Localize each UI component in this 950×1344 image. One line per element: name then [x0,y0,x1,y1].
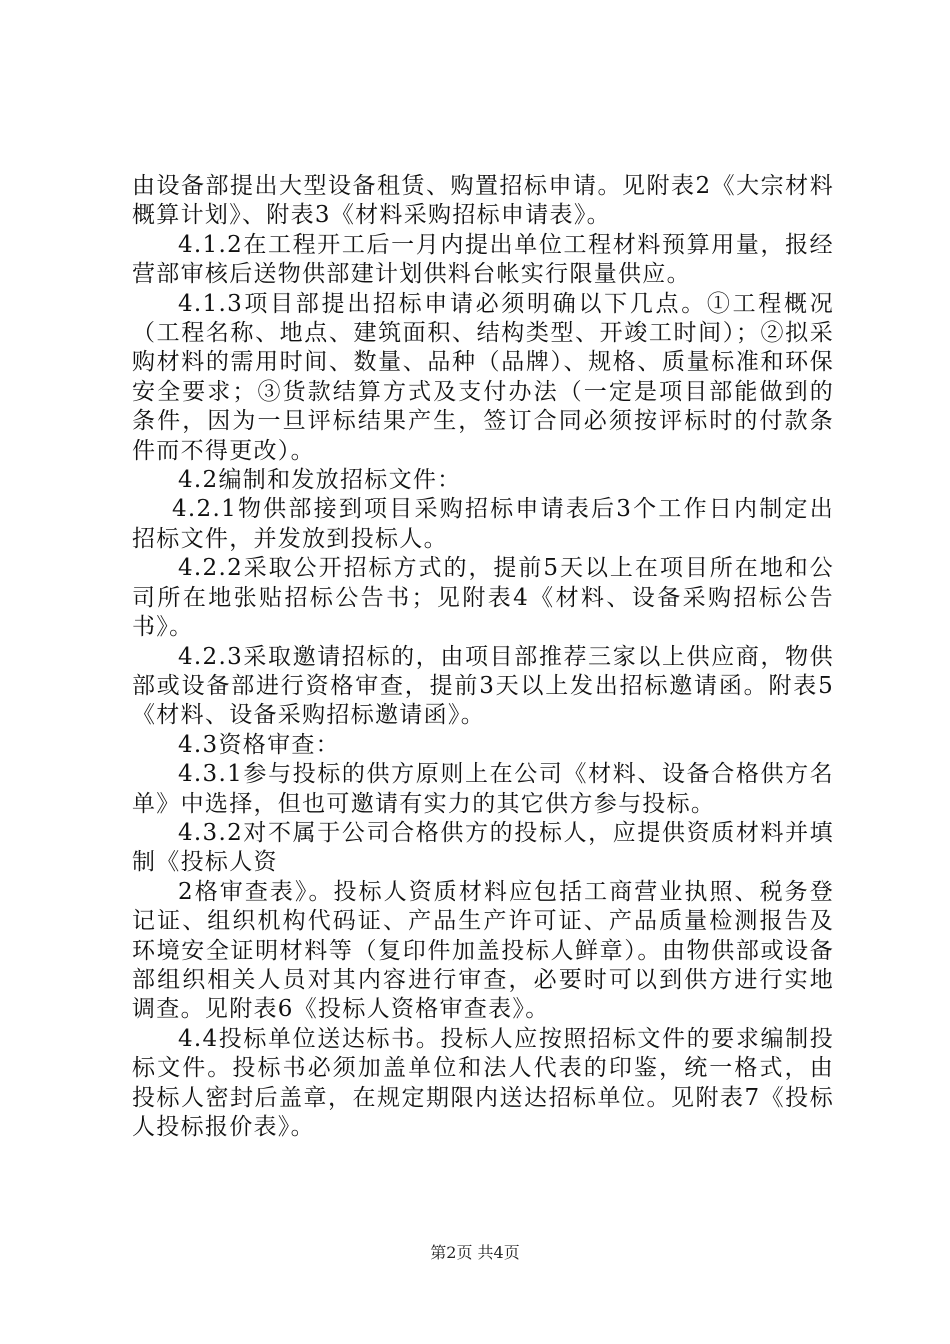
paragraph-4-1-3: 4.1.3项目部提出招标申请必须明确以下几点。①工程概况（工程名称、地点、建筑面积、结构类型、开竣工时间）；②拟采购材料的需用时间、数量、品种（品牌）、规格、质量标准和环保安全要求；③货款结算方式及支付办法（一定是项目部能做到的条件，因为一旦评标结果产生，签订合同必须按评标时的付款条件而不得更改）。 [132,290,834,464]
paragraph-continuation: 由设备部提出大型设备租赁、购置招标申请。见附表2《大宗材料概算计划》、附表3《材料采购招标申请表》。 [132,173,834,229]
page-footer: 第2页 共4页 [430,1243,520,1262]
paragraph-4-3-2: 4.3.2对不属于公司合格供方的投标人，应提供资质材料并填制《投标人资 [132,819,834,876]
heading-4-3: 4.3资格审查： [178,731,340,758]
paragraph-4-3-2-continued: 2格审查表》。投标人资质材料应包括工商营业执照、税务登记证、组织机构代码证、产品生产许可证、产品质量检测报告及环境安全证明材料等（复印件加盖投标人鲜章）。由物供部或设备部组织相关人员对其内容进行审查，必要时可以到供方进行实地调查。见附表6《投标人资格审查表》。 [132,878,834,1023]
paragraph-4-1-2: 4.1.2在工程开工后一月内提出单位工程材料预算用量，报经营部审核后送物供部建计划供料台帐实行限量供应。 [132,231,834,288]
document-body [132,172,834,1142]
paragraph-4-3-1: 4.3.1参与投标的供方原则上在公司《材料、设备合格供方名单》中选择，但也可邀请有实力的其它供方参与投标。 [132,761,834,817]
paragraph-4-2-1: 4.2.1物供部接到项目采购招标申请表后3个工作日内制定出招标文件，并发放到投标人。 [132,496,834,552]
paragraph-4-4: 4.4投标单位送达标书。投标人应按照招标文件的要求编制投标文件。投标书必须加盖单位和法人代表的印鉴，统一格式，由投标人密封后盖章，在规定期限内送达招标单位。见附表7《投标人投标报价表》。 [132,1025,834,1140]
paragraph-4-2-2: 4.2.2采取公开招标方式的，提前5天以上在项目所在地和公司所在地张贴招标公告书；见附表4《材料、设备采购招标公告书》。 [132,555,834,641]
paragraph-4-2-3: 4.2.3采取邀请招标的，由项目部推荐三家以上供应商，物供部或设备部进行资格审查，提前3天以上发出招标邀请函。附表5《材料、设备采购招标邀请函》。 [132,643,834,729]
heading-4-2: 4.2编制和发放招标文件： [178,467,462,494]
